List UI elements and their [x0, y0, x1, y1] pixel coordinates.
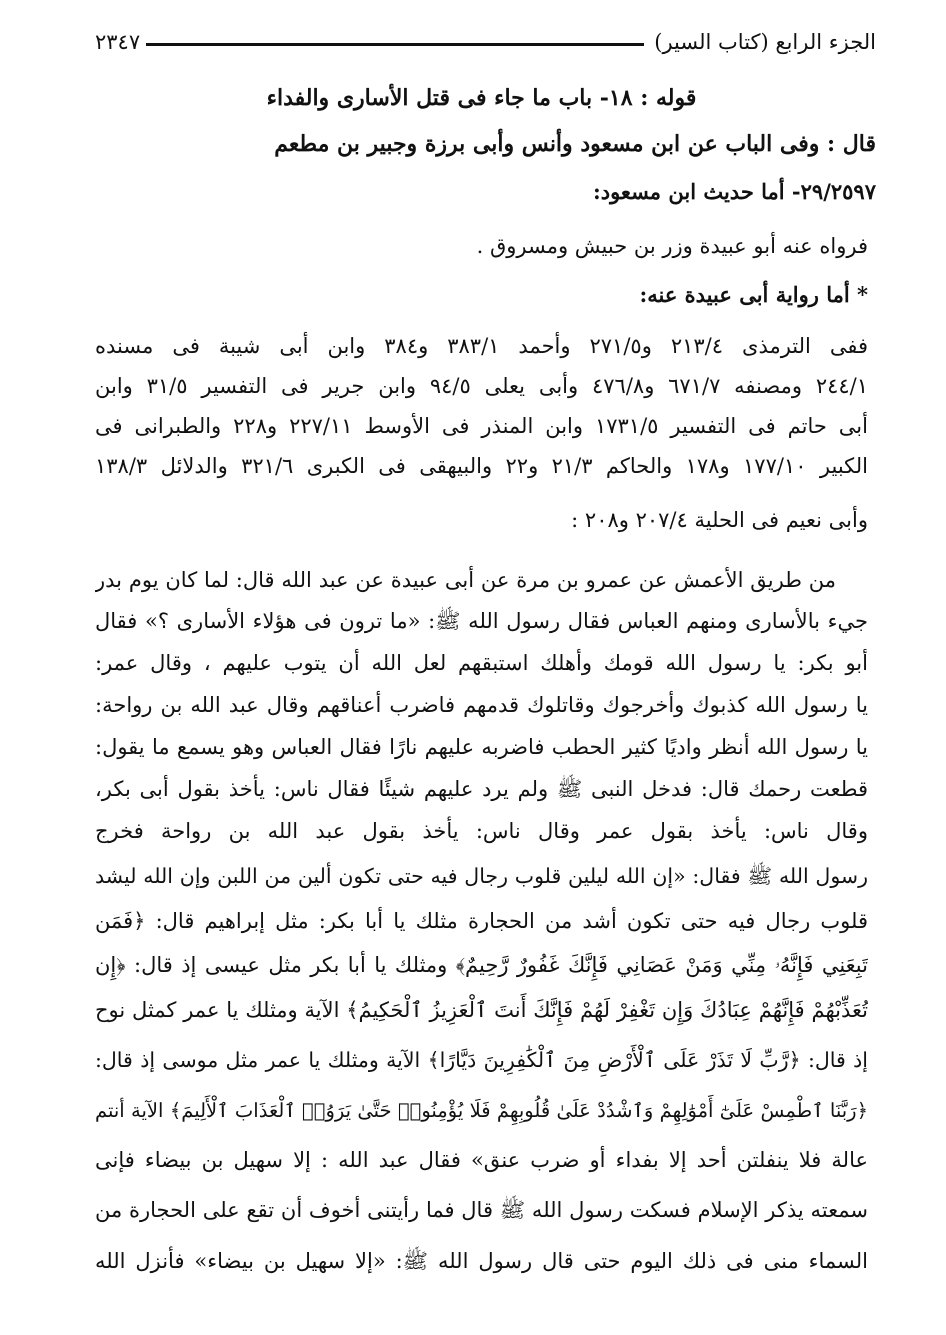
text-line: يا رسول الله أنظر واديًا كثير الحطب فاضربه عليهم نارًا فقال العباس وهو يسمع ما يقول:	[95, 735, 868, 759]
text-line: أبى حاتم فى التفسير ١٧٣١/٥ وابن المنذر فى الأوسط ٢٢٧/١١ و٢٢٨ والطبرانى فى	[95, 414, 868, 438]
text-line: الكبير ١٧٧/١٠ و١٧٨ والحاكم ٢١/٣ و٢٢ والبيهقى فى الكبرى ٣٢١/٦ والدلائل ١٣٨/٣	[95, 454, 868, 478]
text-line: ٢٤٤/١ ومصنفه ٦٧١/٧ و٤٧٦/٨ وأبى يعلى ٩٤/٥ وابن جرير فى التفسير ٣١/٥ وابن	[95, 374, 868, 398]
riwaya-title: * أما رواية أبى عبيدة عنه:	[639, 282, 868, 307]
text-line: أبو بكر: يا رسول الله قومك وأهلك استبقهم لعل الله أن يتوب عليهم ، وقال عمر:	[95, 651, 868, 675]
text-line: إذ قال: ﴿رَّبِّ لَا تَذَرْ عَلَى ٱلْأَرْضِ مِنَ ٱلْكَٰفِرِينَ دَيَّارًا﴾ الآية ومثلك يا عمر مثل موسى إذ قال:	[95, 1048, 868, 1072]
text-line: جيء بالأسارى ومنهم العباس فقال رسول الله ﷺ: «ما ترون فى هؤلاء الأسارى ؟» فقال	[95, 609, 868, 633]
text-line: من طريق الأعمش عن عمرو بن مرة عن أبى عبيدة عن عبد الله قال: لما كان يوم بدر	[95, 568, 836, 592]
intro-paragraph: فرواه عنه أبو عبيدة وزر بن حبيش ومسروق .	[476, 234, 868, 258]
text-line: قلوب رجال فيه حتى تكون أشد من الحجارة مثلك يا أبا بكر: مثل إبراهيم قال: ﴿فَمَن	[95, 909, 868, 933]
chapter-subheading: قال : وفى الباب عن ابن مسعود وأنس وأبى برزة وجبير بن مطعم	[274, 131, 876, 157]
text-line: ففى الترمذى ٢١٣/٤ و٢٧١/٥ وأحمد ٣٨٣/١ و٣٨٤ وابن أبى شيبة فى مسنده	[95, 334, 868, 358]
section-title: ٢٩/٢٥٩٧- أما حديث ابن مسعود:	[592, 179, 876, 204]
text-line: سمعته يذكر الإسلام فسكت رسول الله ﷺ قال فما رأيتنى أخوف أن تقع على الحجارة من	[95, 1198, 868, 1222]
running-title: الجزء الرابع (كتاب السير)	[654, 30, 876, 54]
page-header	[95, 24, 876, 60]
text-line: قطعت رحمك قال: فدخل النبى ﷺ ولم يرد عليهم شيئًا فقال ناس: يأخذ بقول أبى بكر،	[95, 777, 868, 801]
text-line: رسول الله ﷺ فقال: «إن الله ليلين قلوب رجال فيه حتى تكون ألين من اللبن وإن الله ليشد	[95, 864, 868, 888]
chapter-heading: قوله : ١٨- باب ما جاء فى قتل الأسارى والفداء	[266, 85, 697, 111]
text-line: تُعَذِّبْهُمْ فَإِنَّهُمْ عِبَادُكَ وَإِن تَغْفِرْ لَهُمْ فَإِنَّكَ أَنتَ ٱلْعَزِيزُ ٱلْحَكِيمُ﴾ الآية ومثلك يا عمر كمثل نوح	[95, 998, 868, 1022]
page-number: ٢٣٤٧	[95, 30, 141, 54]
text-line: السماء منى فى ذلك اليوم حتى قال رسول الله ﷺ: «إلا سهيل بن بيضاء» فأنزل الله	[95, 1249, 868, 1273]
text-line: وأبى نعيم فى الحلية ٢٠٧/٤ و٢٠٨ :	[571, 508, 868, 532]
text-line: تَبِعَنِي فَإِنَّهُۥ مِنِّي وَمَنْ عَصَانِي فَإِنَّكَ غَفُورٌ رَّحِيمٌ﴾ ومثلك يا أبا بكر مثل عيسى إذ قال: ﴿إِن	[95, 953, 868, 977]
text-line: يا رسول الله كذبوك وأخرجوك وقاتلوك قدمهم فاضرب أعناقهم وقال عبد الله بن رواحة:	[95, 693, 868, 717]
text-line: ﴿رَبَّنَا ٱطْمِسْ عَلَىٰٓ أَمْوَٰلِهِمْ وَٱشْدُدْ عَلَىٰ قُلُوبِهِمْ فَلَا يُؤْمِنُوا۟ حَتَّىٰ يَرَوُا۟ ٱلْعَذَابَ ٱلْأَلِيمَ﴾ الآية أنتم	[95, 1099, 868, 1122]
header-rule	[146, 43, 644, 46]
text-line: عالة فلا ينفلتن أحد إلا بفداء أو ضرب عنق» فقال عبد الله : إلا سهيل بن بيضاء فإنى	[95, 1148, 868, 1172]
text-line: وقال ناس: يأخذ بقول عمر وقال ناس: يأخذ بقول عبد الله بن رواحة فخرج	[95, 819, 868, 843]
